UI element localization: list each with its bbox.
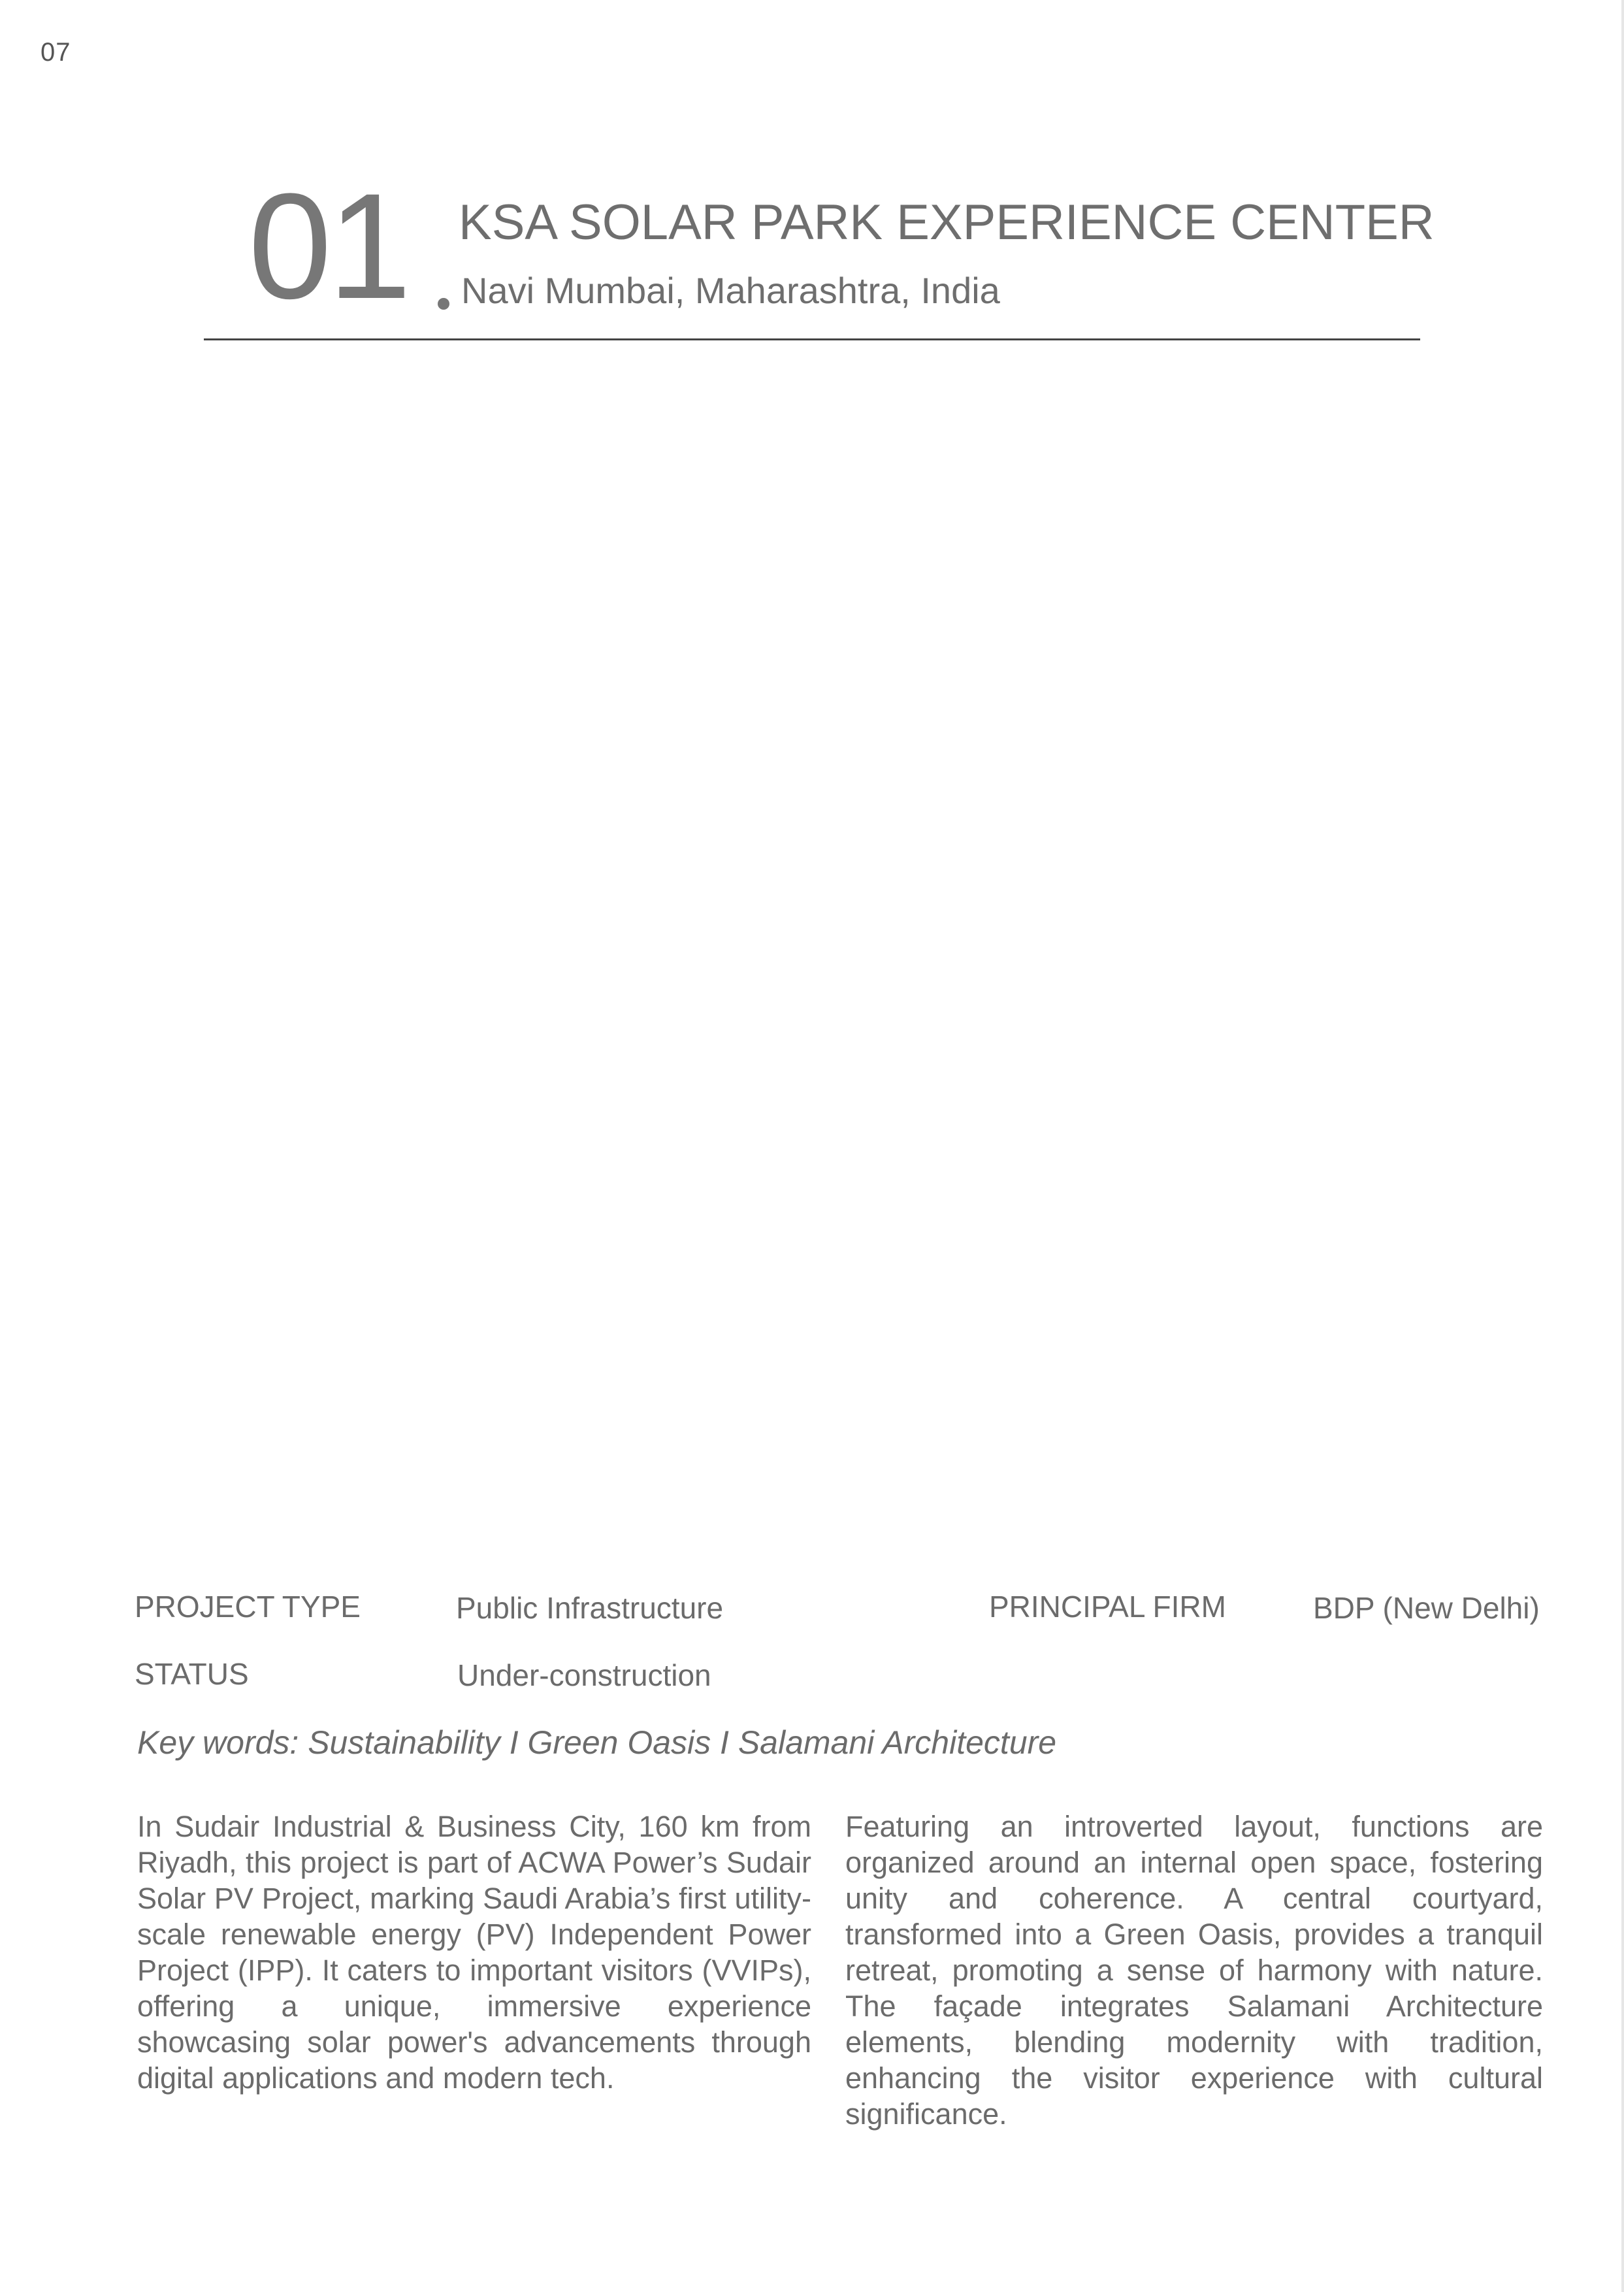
project-index: 01 [248,162,408,330]
project-type-label: PROJECT TYPE [135,1590,361,1624]
header-divider [204,338,1420,340]
principal-firm-label: PRINCIPAL FIRM [989,1590,1226,1624]
project-title: KSA SOLAR PARK EXPERIENCE CENTER [459,195,1435,250]
project-image-area [204,366,1420,1542]
project-type-value: Public Infrastructure [456,1591,724,1625]
principal-firm-value: BDP (New Delhi) [1313,1591,1540,1625]
description-right: Featuring an introverted layout, functions are organized around an internal open space, fostering unity and coherence. A central courtyard, transformed into a Green Oasis, provides a tranquil retreat, promoting a sense of harmony with nature. The façade integrates Salamani Architecture elements, blending modernity with tradition, enhancing the visitor experience with cultural significance. [845,1810,1543,2131]
description-left: In Sudair Industrial & Business City, 160 km from Riyadh, this project is part of ACWA Power’s Sudair Solar PV Project, marking Saudi Arabia’s first utility-scale renewable energy (PV) Independent Power Project (IPP). It caters to important visitors (VVIPs), offering a unique, immersive experience showcasing solar power's advancements through digital applications and modern tech. [137,1810,811,2095]
page-edge-divider [1621,0,1624,2292]
page-number: 07 [41,38,71,67]
status-label: STATUS [135,1657,249,1691]
status-value: Under-construction [457,1658,711,1692]
keywords-line: Key words: Sustainability I Green Oasis I Salamani Architecture [137,1724,1057,1761]
project-index-dot [438,298,449,310]
project-location: Navi Mumbai, Maharashtra, India [461,270,1000,311]
